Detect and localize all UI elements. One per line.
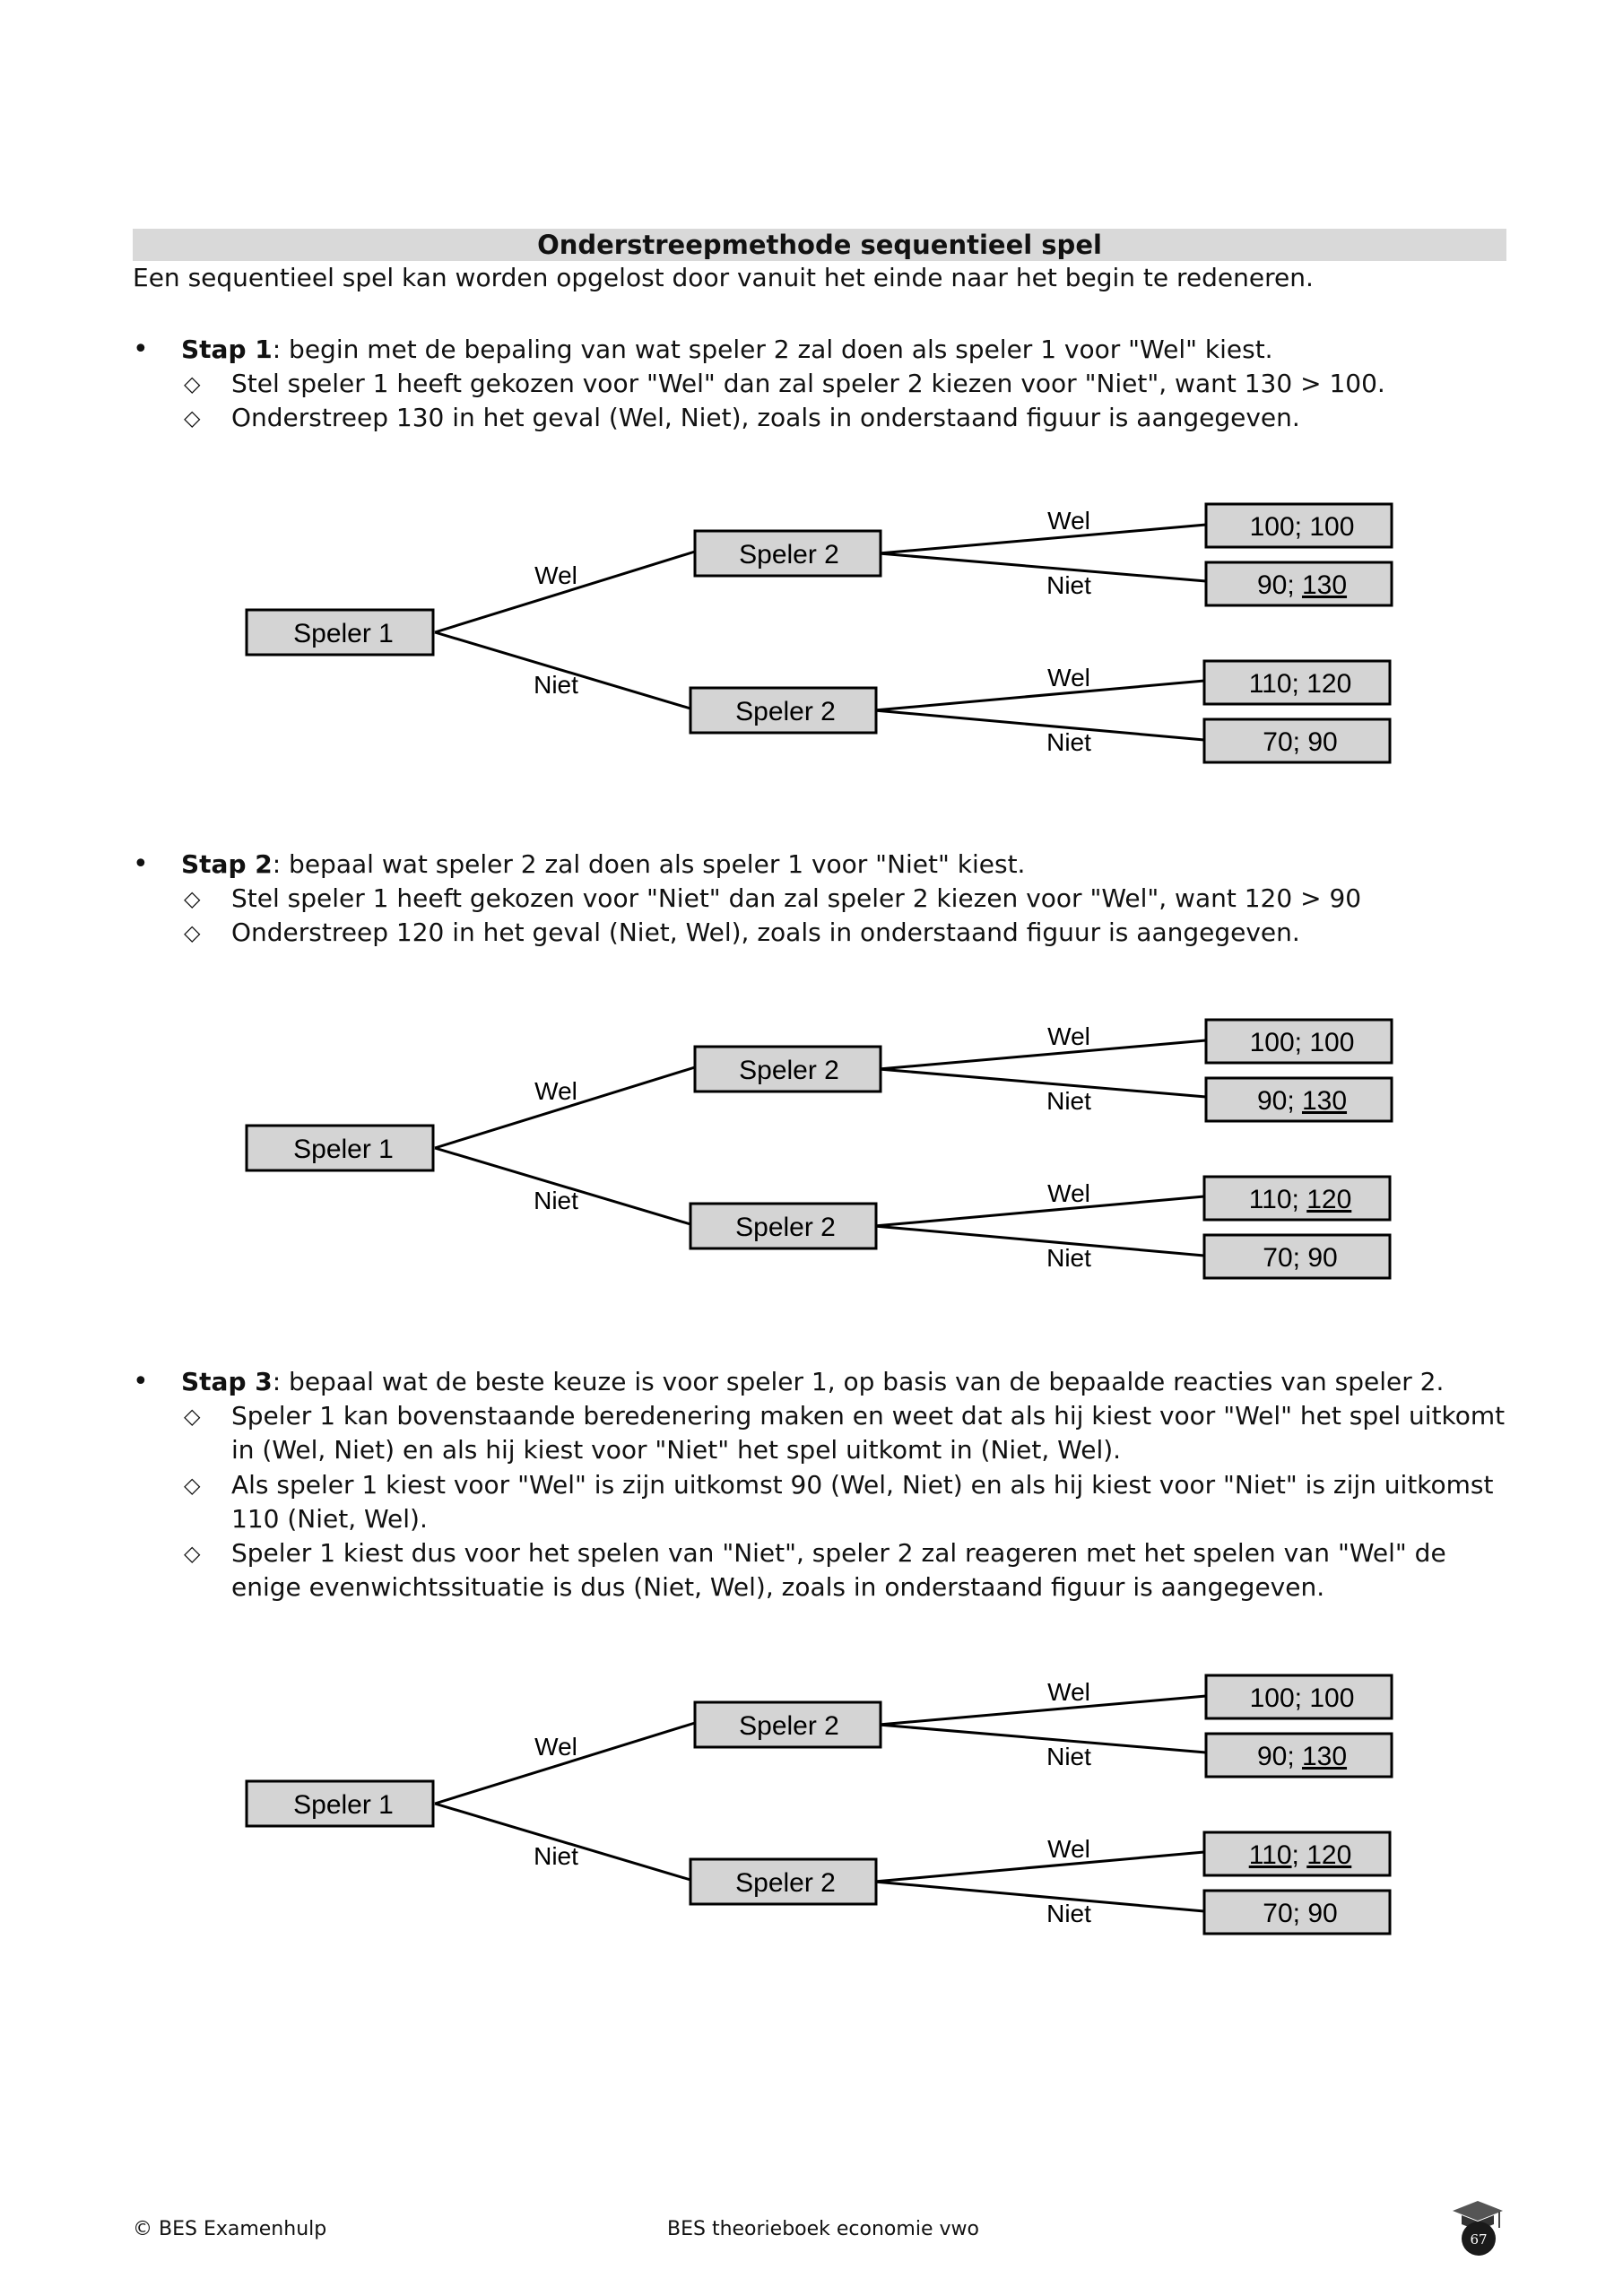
game-tree-1: [0, 489, 1623, 794]
branch-label-niet: Niet: [1046, 1244, 1091, 1272]
tree-branch: [879, 1040, 1206, 1069]
payoff-separator: ;: [1294, 512, 1310, 542]
payoff-player-2: 90: [1307, 1899, 1338, 1928]
step-2-line: [181, 848, 1025, 882]
branch-label-wel: Wel: [534, 1077, 577, 1105]
payoff-player-1: 70: [1263, 1243, 1293, 1273]
step-1-label: Stap 1: [181, 335, 273, 364]
diamond-bullet-icon: ◇: [184, 886, 201, 911]
payoff-player-2: 130: [1301, 570, 1348, 600]
branch-label-wel: Wel: [1047, 1179, 1090, 1207]
payoff-separator: ;: [1294, 1028, 1310, 1057]
intro-text: Een sequentieel spel kan worden opgelost door vanuit het einde naar het begin te redeneren.: [133, 263, 1314, 292]
outcome-payoff: [1249, 1185, 1352, 1214]
outcome-payoff: [1250, 1683, 1355, 1713]
step-3-sub-2-line-2: 110 (Niet, Wel).: [231, 1504, 428, 1534]
tree-branch: [879, 525, 1206, 553]
diamond-bullet-icon: ◇: [184, 371, 201, 396]
branch-label-wel: Wel: [1047, 1678, 1090, 1706]
tree-branch: [874, 1882, 1204, 1911]
branch-label-niet: Niet: [1046, 1087, 1091, 1115]
step-1-sub-1: Stel speler 1 heeft gekozen voor "Wel" dan zal speler 2 kiezen voor "Niet", want 130 > 100.: [231, 369, 1385, 398]
step-3-sub-3-line-1: Speler 1 kiest dus voor het spelen van "Niet", speler 2 zal reageren met het spelen van "Wel" de: [231, 1538, 1446, 1568]
branch-label-wel: Wel: [1047, 664, 1090, 691]
page-number: 67: [1470, 2231, 1488, 2248]
payoff-player-2: 130: [1301, 1742, 1348, 1771]
payoff-player-2: 120: [1306, 1840, 1352, 1870]
game-tree-2: [0, 1004, 1623, 1309]
step-3-sub-1-line-1: Speler 1 kan bovenstaande beredenering maken en weet dat als hij kiest voor "Wel" het spel uitkomt: [231, 1401, 1506, 1431]
player-2-top-label: Speler 2: [739, 1711, 839, 1741]
graduation-cap-page-icon: [1451, 2197, 1505, 2260]
branch-label-wel: Wel: [1047, 507, 1090, 535]
outcome-payoff: [1250, 1028, 1355, 1057]
tree-branch: [879, 1696, 1206, 1725]
diamond-bullet-icon: ◇: [184, 1473, 201, 1498]
payoff-player-2: 120: [1306, 1185, 1352, 1214]
payoff-player-1: 100: [1249, 512, 1295, 542]
payoff-player-1: 90: [1256, 1742, 1288, 1771]
payoff-player-1: 110: [1248, 1840, 1292, 1870]
tree-branch: [879, 1725, 1206, 1752]
bullet: •: [133, 1366, 149, 1397]
outcome-payoff: [1249, 1840, 1352, 1870]
branch-label-niet: Niet: [1046, 1743, 1091, 1770]
outcome-payoff: [1263, 727, 1337, 757]
branch-label-wel: Wel: [1047, 1835, 1090, 1863]
step-3-label: Stap 3: [181, 1367, 273, 1396]
diamond-bullet-icon: ◇: [184, 405, 201, 430]
payoff-player-1: 100: [1249, 1683, 1295, 1713]
payoff-separator: ;: [1292, 1243, 1308, 1273]
player-2-bottom-label: Speler 2: [735, 1213, 836, 1242]
payoff-player-2: 90: [1307, 727, 1338, 757]
diamond-bullet-icon: ◇: [184, 1541, 201, 1566]
payoff-player-2: 90: [1307, 1243, 1338, 1273]
footer-book-title: BES theorieboek economie vwo: [667, 2218, 979, 2240]
branch-label-niet: Niet: [534, 1187, 578, 1214]
step-2-label: Stap 2: [181, 849, 273, 879]
payoff-player-1: 110: [1248, 669, 1292, 699]
tree-branch: [874, 1852, 1204, 1882]
branch-label-wel: Wel: [534, 1733, 577, 1761]
payoff-player-1: 100: [1249, 1028, 1295, 1057]
branch-label-niet: Niet: [1046, 728, 1091, 756]
payoff-player-2: 100: [1309, 1683, 1355, 1713]
tree-branch: [874, 1226, 1204, 1256]
step-3-sub-1-line-2: in (Wel, Niet) en als hij kiest voor "Niet" het spel uitkomt in (Niet, Wel).: [231, 1435, 1122, 1465]
step-3-sub-3-line-2: enige evenwichtssituatie is dus (Niet, Wel), zoals in onderstaand figuur is aangegeven.: [231, 1572, 1325, 1602]
payoff-player-2: 120: [1306, 669, 1352, 699]
payoff-player-2: 100: [1309, 1028, 1355, 1057]
outcome-payoff: [1257, 1742, 1347, 1771]
payoff-player-2: 100: [1309, 512, 1355, 542]
player-2-bottom-label: Speler 2: [735, 697, 836, 726]
branch-label-wel: Wel: [534, 561, 577, 589]
tree-branch: [874, 1196, 1204, 1226]
payoff-separator: ;: [1291, 1840, 1307, 1870]
payoff-separator: ;: [1287, 1086, 1302, 1116]
branch-label-niet: Niet: [534, 671, 578, 699]
player-2-top-label: Speler 2: [739, 540, 839, 570]
player-2-bottom-label: Speler 2: [735, 1868, 836, 1898]
payoff-separator: ;: [1291, 669, 1307, 699]
outcome-payoff: [1250, 512, 1355, 542]
payoff-player-1: 90: [1256, 570, 1288, 600]
payoff-player-1: 70: [1263, 1899, 1293, 1928]
payoff-separator: ;: [1287, 1742, 1302, 1771]
player-1-label: Speler 1: [293, 1790, 394, 1820]
section-heading: Onderstreepmethode sequentieel spel: [133, 229, 1506, 261]
bullet: •: [133, 848, 149, 880]
payoff-player-2: 130: [1301, 1086, 1348, 1116]
player-2-top-label: Speler 2: [739, 1056, 839, 1085]
step-3-line: [181, 1365, 1444, 1399]
branch-label-niet: Niet: [1046, 1900, 1091, 1927]
player-1-label: Speler 1: [293, 619, 394, 648]
step-2-sub-1: Stel speler 1 heeft gekozen voor "Niet" dan zal speler 2 kiezen voor "Wel", want 120 > 90: [231, 883, 1362, 913]
diamond-bullet-icon: ◇: [184, 1404, 201, 1429]
tree-branch: [874, 710, 1204, 740]
step-1-text: : begin met de bepaling van wat speler 2 zal doen als speler 1 voor "Wel" kiest.: [272, 335, 1273, 364]
step-2-text: : bepaal wat speler 2 zal doen als speler 1 voor "Niet" kiest.: [272, 849, 1026, 879]
step-1-line: [181, 333, 1273, 367]
step-2-sub-2: Onderstreep 120 in het geval (Niet, Wel), zoals in onderstaand figuur is aangegeven.: [231, 918, 1300, 947]
branch-label-niet: Niet: [534, 1842, 578, 1870]
tree-branch: [874, 681, 1204, 710]
tree-branch: [879, 1069, 1206, 1097]
payoff-player-1: 70: [1263, 727, 1293, 757]
outcome-payoff: [1263, 1899, 1337, 1928]
payoff-separator: ;: [1292, 727, 1308, 757]
payoff-separator: ;: [1294, 1683, 1310, 1713]
branch-label-niet: Niet: [1046, 571, 1091, 599]
game-tree-3: [0, 1660, 1623, 1965]
step-1-sub-2: Onderstreep 130 in het geval (Wel, Niet), zoals in onderstaand figuur is aangegeven.: [231, 403, 1300, 432]
tree-branch: [879, 553, 1206, 581]
diamond-bullet-icon: ◇: [184, 920, 201, 945]
payoff-player-1: 90: [1256, 1086, 1288, 1116]
payoff-separator: ;: [1292, 1899, 1308, 1928]
outcome-payoff: [1257, 570, 1347, 600]
footer-copyright: © BES Examenhulp: [133, 2218, 327, 2240]
bullet: •: [133, 334, 149, 365]
player-1-label: Speler 1: [293, 1135, 394, 1164]
payoff-separator: ;: [1287, 570, 1302, 600]
branch-label-wel: Wel: [1047, 1022, 1090, 1050]
payoff-separator: ;: [1291, 1185, 1307, 1214]
outcome-payoff: [1249, 669, 1352, 699]
step-3-sub-2-line-1: Als speler 1 kiest voor "Wel" is zijn uitkomst 90 (Wel, Niet) en als hij kiest voor "Niet" is zijn uitkomst: [231, 1470, 1494, 1500]
outcome-payoff: [1257, 1086, 1347, 1116]
step-3-text: : bepaal wat de beste keuze is voor speler 1, op basis van de bepaalde reacties van speler 2.: [272, 1367, 1445, 1396]
payoff-player-1: 110: [1248, 1185, 1292, 1214]
outcome-payoff: [1263, 1243, 1337, 1273]
